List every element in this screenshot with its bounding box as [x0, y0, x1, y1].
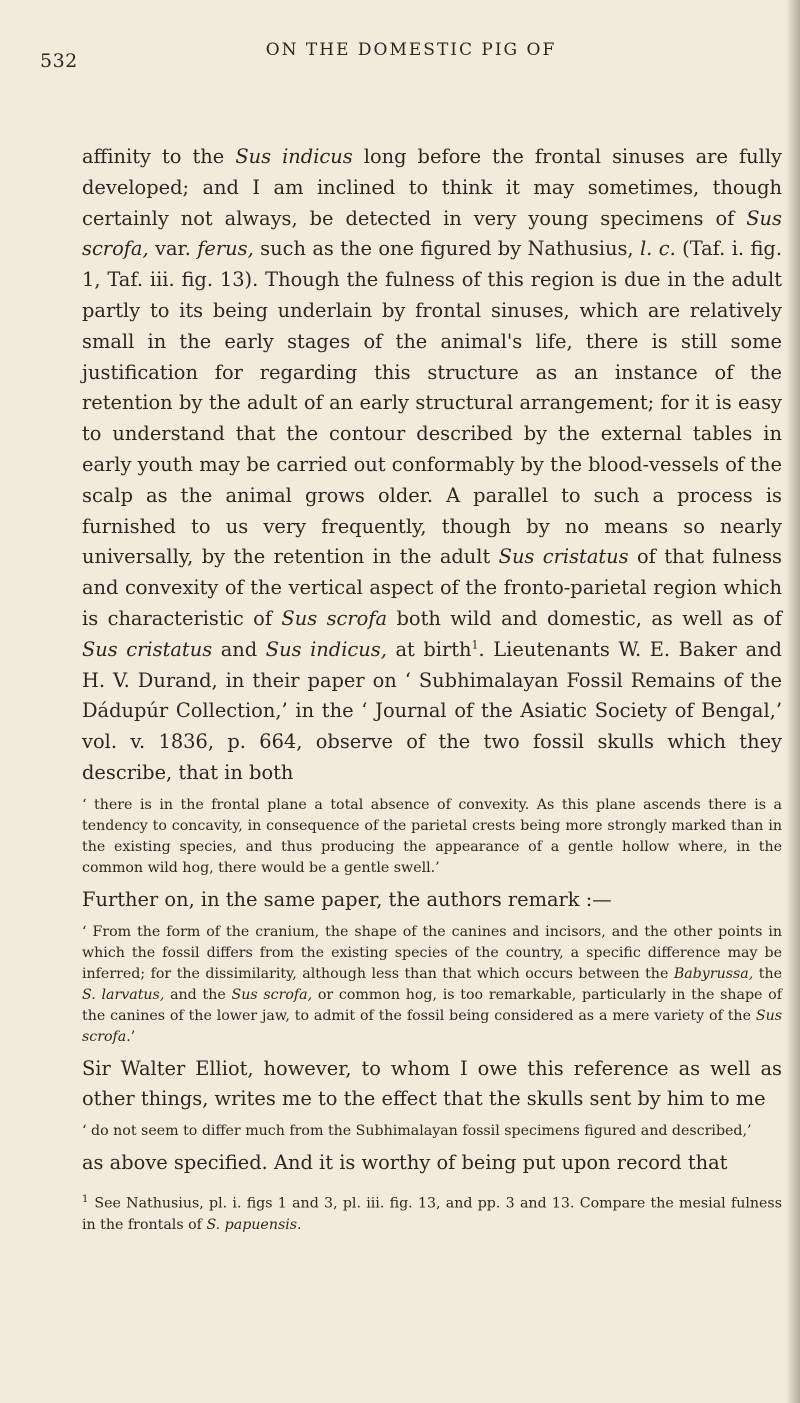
footnote-mark: 1 [82, 1193, 89, 1205]
paragraph-2: Further on, in the same paper, the authors remark :— [82, 887, 612, 911]
running-head: ON THE DOMESTIC PIG OF [265, 40, 557, 60]
page-edge-shadow [786, 0, 800, 1403]
block-quote-2: ‘ From the form of the cranium, the shape of the canines and incisors, and the other points in which the fossil differs from the existing species of the country, a specific difference may be inferred; for the dissimilarity, although less than that which occurs between the Babyrussa, the S. larvatus, and the Sus scrofa, or common hog, is too remarkable, particularly in the shape of the canines of the lower jaw, to admit of the fossil being considered as a mere variety of the Sus scrofa.’ [82, 923, 783, 1045]
block-quote-3: ‘ do not seem to differ much from the Subhimalayan fossil specimens figured and described,’ [82, 1123, 752, 1140]
page-header [40, 30, 782, 90]
block-quote-1: ‘ there is in the frontal plane a total absence of convexity. As this plane ascends there is a tendency to concavity, in consequence of the parietal crests being more strongly marked than in the existing species, and thus producing the appearance of a gentle hollow where, in the common wild hog, there would be a gentle swell.’ [82, 796, 782, 876]
footnote: $^1$ See Nathusius, pl. i. figs 1 and 3, pl. iii. fig. 13, and pp. 3 and 13. Compare the mesial fulness in the frontals of S. papuensis. [82, 1193, 782, 1233]
book-page [40, 30, 782, 1390]
paragraph-4: as above specified. And it is worthy of being put upon record that [82, 1151, 728, 1175]
footnote-reference: 1 [471, 638, 479, 652]
paragraph-3: Sir Walter Elliot, however, to whom I owe this reference as well as other things, writes me to the effect that the skulls sent by him to me [82, 1056, 782, 1111]
page-number: 532 [40, 50, 78, 72]
body-text [82, 142, 782, 1236]
paragraph-1: affinity to the Sus indicus long before the frontal sinuses are fully developed; and I am inclined to think it may sometimes, though certainly not always, be detected in very young specimens of Sus scrofa, var. ferus, such as the one figured by Nathusius, l. c. (Taf. i. fig. 1, Taf. iii. fig. 13). Though the fulness of this region is due in the adult partly to its being underlain by frontal sinuses, which are relatively small in the early stages of the animal's life, there is still some justification for regarding this structure as an instance of the retention by the adult of an early structural arrangement; for it is easy to understand that the contour described by the external tables in early youth may be carried out conformably by the blood-vessels of the scalp as the animal grows older. A parallel to such a process is furnished to us very frequently, though by no means so nearly universally, by the retention in the adult Sus cristatus of that fulness and convexity of the vertical aspect of the fronto-parietal region which is characteristic of Sus scrofa both wild and domestic, as well as of Sus cristatus and Sus indicus, at birth$^1$. Lieutenants W. E. Baker and H. V. Durand, in their paper on ‘ Subhimalayan Fossil Remains of the Dádupúr Collection,’ in the ‘ Journal of the Asiatic Society of Bengal,’ vol. v. 1836, p. 664, observe of the two fossil skulls which they describe, that in both [82, 145, 782, 784]
